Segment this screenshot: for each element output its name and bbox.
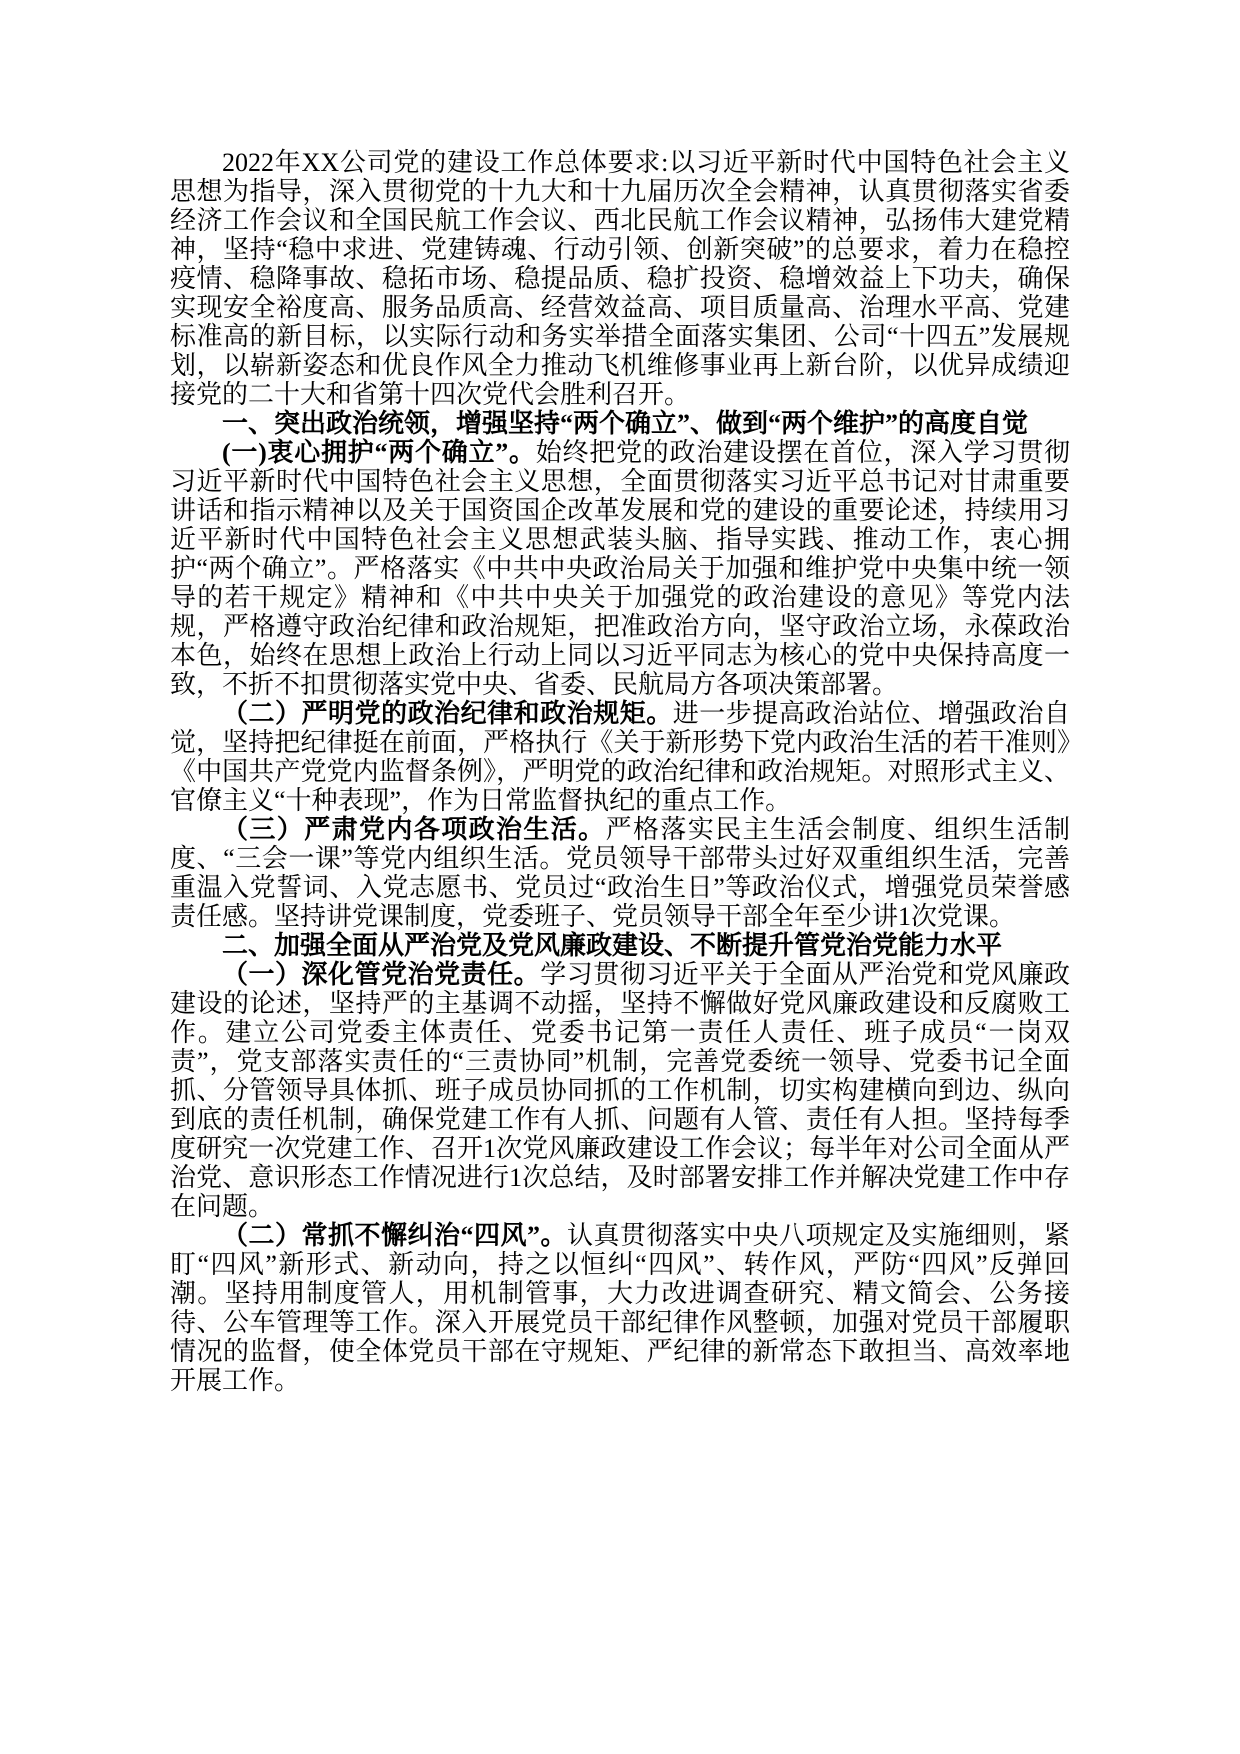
paragraph-text: 二、加强全面从严治党及党风廉政建设、不断提升管党治党能力水平 — [222, 931, 1003, 960]
body-paragraph — [170, 960, 1070, 1221]
body-paragraph — [170, 699, 1070, 815]
paragraph-text: 学习贯彻习近平关于全面从严治党和党风廉政建设的论述，坚持严的主基调不动摇，坚持不懈做好党风廉政建设和反腐败工作。建立公司党委主体责任、党委书记第一责任人责任、班子成员“一岗双责”，党支部落实责任的“三责协同”机制，完善党委统一领导、党委书记全面抓、分管领导具体抓、班子成员协同抓的工作机制，切实构建横向到边、纵向到底的责任机制，确保党建工作有人抓、问题有人管、责任有人担。坚持每季度研究一次党建工作、召开1次党风廉政建设工作会议；每半年对公司全面从严治党、意识形态工作情况进行1次总结，及时部署安排工作并解决党建工作中存在问题。 — [170, 960, 1070, 1221]
paragraph-lead: （二）常抓不懈纠治“四风”。 — [222, 1221, 567, 1250]
body-paragraph — [170, 1221, 1070, 1395]
section-heading — [170, 409, 1070, 438]
document-body — [170, 148, 1070, 1395]
paragraph-text: 严格落实民主生活会制度、组织生活制度、“三会一课”等党内组织生活。党员领导干部带头过好双重组织生活，完善重温入党誓词、入党志愿书、党员过“政治生日”等政治仪式，增强党员荣誉感责任感。坚持讲党课制度，党委班子、党员领导干部全年至少讲1次党课。 — [170, 815, 1070, 931]
paragraph-text: 始终把党的政治建设摆在首位，深入学习贯彻习近平新时代中国特色社会主义思想，全面贯彻落实习近平总书记对甘肃重要讲话和指示精神以及关于国资国企改革发展和党的建设的重要论述，持续用习近平新时代中国特色社会主义思想武装头脑、指导实践、推动工作，衷心拥护“两个确立”。严格落实《中共中央政治局关于加强和维护党中央集中统一领导的若干规定》精神和《中共中央关于加强党的政治建设的意见》等党内法规，严格遵守政治纪律和政治规矩，把准政治方向，坚守政治立场，永葆政治本色，始终在思想上政治上行动上同以习近平同志为核心的党中央保持高度一致，不折不扣贯彻落实党中央、省委、民航局方各项决策部署。 — [170, 438, 1070, 699]
paragraph-lead: （三）严肃党内各项政治生活。 — [222, 815, 606, 844]
paragraph-lead: （二）严明党的政治纪律和政治规矩。 — [222, 699, 673, 728]
body-paragraph — [170, 815, 1070, 931]
paragraph-lead: （一）深化管党治党责任。 — [222, 960, 541, 989]
section-heading — [170, 931, 1070, 960]
body-paragraph — [170, 148, 1070, 409]
body-paragraph — [170, 438, 1070, 699]
paragraph-text: 进一步提高政治站位、增强政治自觉，坚持把纪律挺在前面，严格执行《关于新形势下党内政治生活的若干准则》《中国共产党党内监督条例》，严明党的政治纪律和政治规矩。对照形式主义、官僚主义“十种表现”，作为日常监督执纪的重点工作。 — [170, 699, 1070, 815]
paragraph-text: 认真贯彻落实中央八项规定及实施细则，紧盯“四风”新形式、新动向，持之以恒纠“四风”、转作风，严防“四风”反弹回潮。坚持用制度管人，用机制管事，大力改进调查研究、精文简会、公务接待、公车管理等工作。深入开展党员干部纪律作风整顿，加强对党员干部履职情况的监督，使全体党员干部在守规矩、严纪律的新常态下敢担当、高效率地开展工作。 — [170, 1221, 1070, 1395]
paragraph-text: 2022年XX公司党的建设工作总体要求:以习近平新时代中国特色社会主义思想为指导，深入贯彻党的十九大和十九届历次全会精神，认真贯彻落实省委经济工作会议和全国民航工作会议、西北民航工作会议精神，弘扬伟大建党精神，坚持“稳中求进、党建铸魂、行动引领、创新突破”的总要求，着力在稳控疫情、稳降事故、稳拓市场、稳提品质、稳扩投资、稳增效益上下功夫，确保实现安全裕度高、服务品质高、经营效益高、项目质量高、治理水平高、党建标准高的新目标，以实际行动和务实举措全面落实集团、公司“十四五”发展规划，以崭新姿态和优良作风全力推动飞机维修事业再上新台阶，以优异成绩迎接党的二十大和省第十四次党代会胜利召开。 — [170, 148, 1070, 409]
paragraph-text: 一、突出政治统领，增强坚持“两个确立”、做到“两个维护”的高度自觉 — [222, 409, 1029, 438]
paragraph-lead: (一)衷心拥护“两个确立”。 — [222, 438, 536, 467]
